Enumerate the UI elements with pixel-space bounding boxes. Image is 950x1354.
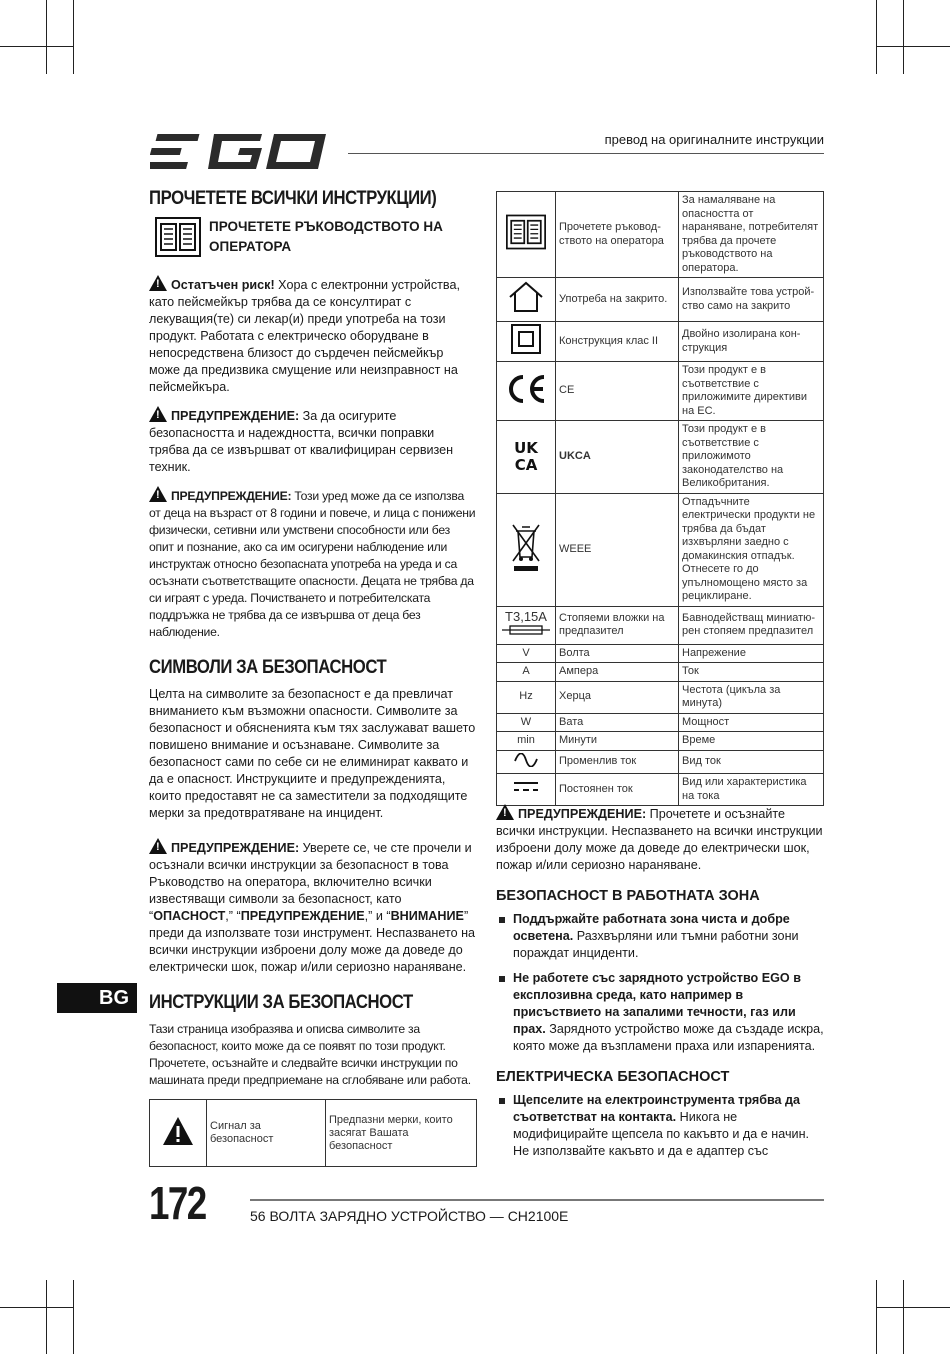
warning-label: ПРЕДУПРЕЖДЕНИЕ: bbox=[171, 841, 300, 855]
symbol-meaning: Честота (цикъла за минута) bbox=[679, 681, 824, 713]
svg-text:CA: CA bbox=[514, 455, 538, 472]
symbol-meaning: За намаляване на опасността от нараняване, потребителят трябва да прочете ръководството на оператора. bbox=[679, 192, 824, 278]
symbol-name: UKCA bbox=[556, 421, 679, 494]
symbol-meaning: Напрежение bbox=[679, 644, 824, 663]
symbol-meaning: Този продукт е в съответствие с приложимите директиви на ЕС. bbox=[679, 362, 824, 421]
table-row bbox=[497, 774, 824, 806]
table-row bbox=[497, 713, 824, 732]
instructions-heading: ИНСТРУКЦИИ ЗА БЕЗОПАСНОСТ bbox=[149, 992, 413, 1013]
symbol-name: Ампера bbox=[556, 663, 679, 682]
warning-paragraph-2 bbox=[149, 486, 477, 641]
right-column bbox=[496, 804, 826, 1168]
symbols-heading: СИМВОЛИ ЗА БЕЗОПАСНОСТ bbox=[149, 657, 387, 678]
symbol-cell bbox=[497, 713, 556, 732]
symbol-name: Постоянен ток bbox=[556, 774, 679, 806]
unit-symbol: min bbox=[517, 734, 535, 746]
ego-logo bbox=[150, 132, 330, 172]
page-title: ПРОЧЕТЕТЕ ВСИЧКИ ИНСТРУКЦИИ) bbox=[149, 188, 437, 209]
crop-mark bbox=[876, 0, 877, 74]
table-row bbox=[497, 750, 824, 774]
residual-risk-label: Остатъчен риск! bbox=[171, 278, 275, 292]
warning-triangle-icon bbox=[149, 486, 167, 502]
work-area-heading: БЕЗОПАСНОСТ В РАБОТНАТА ЗОНА bbox=[496, 888, 760, 904]
symbol-meaning: Отпадъчните електрически продукти не трябва да бъдат изхвърляни заедно с домакинския отпадък. Отнесете го до упълномощено място за рециклиране. bbox=[679, 493, 824, 606]
list-item-bold: Щепселите на електроинструмента трябва да съответстват на контакта. bbox=[513, 1093, 801, 1124]
table-row bbox=[497, 362, 824, 421]
unit-symbol: A bbox=[522, 665, 530, 677]
symbol-meaning: Този продукт е в съответствие с приложимото законодателство на Великобритания. bbox=[679, 421, 824, 494]
symbol-meaning: Вид или характеристика на тока bbox=[679, 774, 824, 806]
symbol-name: Стопяеми вложки на предпазител bbox=[556, 606, 679, 644]
warning-text: За да осигурите безопасността и надеждността, всички поправки трябва да се извършват от квалифициран сервизен техник. bbox=[149, 409, 454, 474]
symbol-name: CE bbox=[556, 362, 679, 421]
symbol-cell bbox=[497, 493, 556, 606]
ce-mark-icon bbox=[504, 396, 548, 408]
warning-triangle-icon bbox=[496, 804, 514, 820]
ac-wave-icon bbox=[514, 758, 538, 770]
table-row bbox=[497, 493, 824, 606]
warning-label: ПРЕДУПРЕЖДЕНИЕ: bbox=[171, 489, 292, 503]
footer-product: 56 ВОЛТА ЗАРЯДНО УСТРОЙСТВО — CH2100E bbox=[250, 1208, 569, 1224]
list-item-bold: Не работете със зарядното устройство EGO в експлозивна среда, като например в присъствието на запалими течности, газ или прах. bbox=[513, 971, 801, 1036]
symbol-cell bbox=[497, 362, 556, 421]
symbol-cell bbox=[497, 732, 556, 751]
list-item bbox=[496, 911, 826, 962]
symbol-name: WEEE bbox=[556, 493, 679, 606]
read-manual-label: ПРОЧЕТЕТЕ РЪКОВОДСТВОТО НА ОПЕРАТОРА bbox=[209, 219, 443, 254]
symbol-cell bbox=[497, 774, 556, 806]
warning-text: ” преди да използвате този инструмент. Неспазването на всички инструкции изброени долу може да доведе до електрически шок, пожар и/или сериозно нараняване. bbox=[149, 909, 476, 974]
fuse-icon bbox=[500, 624, 552, 641]
table-row bbox=[497, 192, 824, 278]
list-item-text: Разхвърляни или тъмни работни зони пораждат инциденти. bbox=[513, 929, 799, 960]
symbol-meaning: Вид ток bbox=[679, 750, 824, 774]
page-number: 172 bbox=[149, 1177, 206, 1229]
table-row bbox=[497, 644, 824, 663]
symbol-meaning: Използвайте това устрой-ство само на закрито bbox=[679, 278, 824, 322]
warning-triangle-icon bbox=[149, 406, 167, 422]
read-manual-block bbox=[155, 217, 477, 257]
list-item bbox=[496, 970, 826, 1055]
symbol-name: Минути bbox=[556, 732, 679, 751]
electric-list bbox=[496, 1092, 826, 1160]
symbol-cell bbox=[497, 192, 556, 278]
warning-paragraph-1 bbox=[149, 406, 477, 476]
symbol-name: Херца bbox=[556, 681, 679, 713]
electric-heading: ЕЛЕКТРИЧЕСКА БЕЗОПАСНОСТ bbox=[496, 1069, 730, 1085]
crop-mark bbox=[0, 46, 74, 47]
warning-text: Уверете се, че сте прочели и осъзнали всички инструкции за безопасност в това Ръководство на оператора, включително всички известяващи символи за безопасност, като “ bbox=[149, 841, 472, 923]
unit-symbol: W bbox=[520, 715, 532, 728]
warning-text: Прочетете и осъзнайте всички инструкции. Неспазването на всички инструкции изброени долу може да доведе до електрически шок, пожар и/или сериозно нараняване. bbox=[496, 807, 823, 872]
symbol-table bbox=[496, 191, 824, 806]
unit-symbol: Hz bbox=[519, 690, 533, 703]
list-item-bold: Поддържайте работната зона чиста и добре осветена. bbox=[513, 912, 790, 943]
work-area-list bbox=[496, 911, 826, 1055]
table-cell: Сигнал за безопасност bbox=[207, 1100, 326, 1167]
symbol-cell bbox=[497, 644, 556, 663]
symbol-cell bbox=[497, 606, 556, 644]
header-subtitle: превод на оригиналните инструкции bbox=[604, 132, 824, 147]
footer-rule bbox=[250, 1199, 824, 1201]
table-row bbox=[150, 1100, 477, 1167]
warning-paragraph-3 bbox=[149, 838, 477, 976]
double-square-icon bbox=[511, 345, 541, 357]
language-tab: BG bbox=[57, 983, 137, 1013]
table-cell: Предпазни мерки, които засягат Вашата безопасност bbox=[326, 1100, 477, 1167]
house-icon bbox=[508, 304, 544, 316]
warning-triangle-icon bbox=[149, 275, 167, 291]
table-row bbox=[497, 732, 824, 751]
crop-mark bbox=[0, 1307, 74, 1308]
table-row bbox=[497, 681, 824, 713]
crop-mark bbox=[903, 1280, 904, 1354]
symbol-meaning: Мощност bbox=[679, 713, 824, 732]
separator: ,” “ bbox=[225, 909, 241, 923]
crop-mark bbox=[46, 1280, 47, 1354]
list-item-text: Никога не модифицирайте щепсела по какъвто и да е начин. Не използвайте какъвто и да е адаптер със bbox=[513, 1110, 810, 1158]
separator: ,” и “ bbox=[364, 909, 391, 923]
symbol-cell bbox=[497, 421, 556, 494]
residual-risk-text: Хора с електронни устройства, като пейсмейкър трябва да се консултират с лекуващия(те) си лекар(и) преди употреба на този продукт. Работата с електрическо оборудване в непосредствена близост до сърдечен пейсмейкър може да предизвика смущение или неизправност на пейсмейкъра. bbox=[149, 278, 460, 394]
table-row bbox=[497, 606, 824, 644]
warning-triangle-icon bbox=[162, 1116, 194, 1146]
warning-triangle-icon bbox=[149, 838, 167, 854]
warning-label: ПРЕДУПРЕЖДЕНИЕ: bbox=[518, 807, 647, 821]
symbol-name: Употреба на закрито. bbox=[556, 278, 679, 322]
list-item bbox=[496, 1092, 826, 1160]
ukca-mark-icon bbox=[509, 438, 543, 475]
symbol-cell bbox=[497, 750, 556, 774]
unit-symbol: V bbox=[522, 646, 530, 659]
left-column bbox=[149, 190, 477, 1167]
header-rule bbox=[348, 153, 824, 154]
table-cell bbox=[150, 1100, 207, 1167]
symbols-paragraph: Целта на символите за безопасност е да превличат вниманието към възможни опасности. Символите за безопасност и обясненията към тях заслужават вашето повишено внимание и осъзнаване. Символите за безопасност сами по себе си не елиминират каквато и да е опасност. Инструкциите и предупрежденията, които предоставят не са заместители за подходящите мерки за предотвратяване на инцидент. bbox=[149, 687, 476, 820]
table-row bbox=[497, 278, 824, 322]
symbol-meaning: Бавнодействащ миниатю-рен стопяем предпазител bbox=[679, 606, 824, 644]
crop-mark bbox=[876, 46, 950, 47]
crop-mark bbox=[876, 1307, 950, 1308]
list-item-text: Зарядното устройство може да създаде искра, която може да възпламени праха или изпаренията. bbox=[513, 1022, 824, 1053]
symbol-cell bbox=[497, 681, 556, 713]
crop-mark bbox=[73, 0, 74, 74]
residual-risk-paragraph bbox=[149, 275, 477, 396]
safety-signal-table bbox=[149, 1099, 477, 1167]
crop-mark bbox=[903, 0, 904, 74]
symbol-name: Волта bbox=[556, 644, 679, 663]
table-row bbox=[497, 322, 824, 362]
danger-word: ОПАСНОСТ bbox=[153, 909, 226, 923]
book-icon bbox=[155, 217, 201, 257]
symbol-meaning: Ток bbox=[679, 663, 824, 682]
book-icon bbox=[506, 241, 546, 253]
weee-bin-icon bbox=[510, 564, 542, 576]
symbol-name: Прочетете ръковод-ството на оператора bbox=[556, 192, 679, 278]
symbol-name: Променлив ток bbox=[556, 750, 679, 774]
warning-word: ПРЕДУПРЕЖДЕНИЕ bbox=[240, 909, 365, 923]
crop-mark bbox=[73, 1280, 74, 1354]
dc-icon bbox=[513, 784, 539, 796]
symbol-cell bbox=[497, 663, 556, 682]
symbol-name: Конструкция клас II bbox=[556, 322, 679, 362]
fuse-rating: T3,15A bbox=[505, 609, 547, 624]
symbol-name: Вата bbox=[556, 713, 679, 732]
table-row bbox=[497, 421, 824, 494]
symbol-meaning: Време bbox=[679, 732, 824, 751]
warning-label: ПРЕДУПРЕЖДЕНИЕ: bbox=[171, 409, 300, 423]
symbol-cell bbox=[497, 278, 556, 322]
table-row bbox=[497, 663, 824, 682]
right-warning-paragraph bbox=[496, 804, 826, 874]
instructions-paragraph: Тази страница изобразява и описва символите за безопасност, които може да се появят по този продукт. Прочетете, осъзнайте и следвайте всички инструкции по машината преди предприемане на сглобяване или работа. bbox=[149, 1022, 471, 1087]
svg-text:UK: UK bbox=[514, 438, 538, 457]
symbol-meaning: Двойно изолирана кон-струкция bbox=[679, 322, 824, 362]
symbol-cell bbox=[497, 322, 556, 362]
crop-mark bbox=[876, 1280, 877, 1354]
caution-word: ВНИМАНИЕ bbox=[390, 909, 464, 923]
warning-text: Този уред може да се използва от деца на възраст от 8 години и повече, и лица с понижени физически, сетивни или умствени способности или без опит и познание, ако са им осигурени наблюдение или инструктаж относно безопасната употреба на уреда и са осъзнати съответстващите опасности. Децата не трябва да си играят с уреда. Почистването и потребителската поддръжка не трябва да се извършва от деца без наблюдение. bbox=[149, 489, 476, 639]
crop-mark bbox=[46, 0, 47, 74]
